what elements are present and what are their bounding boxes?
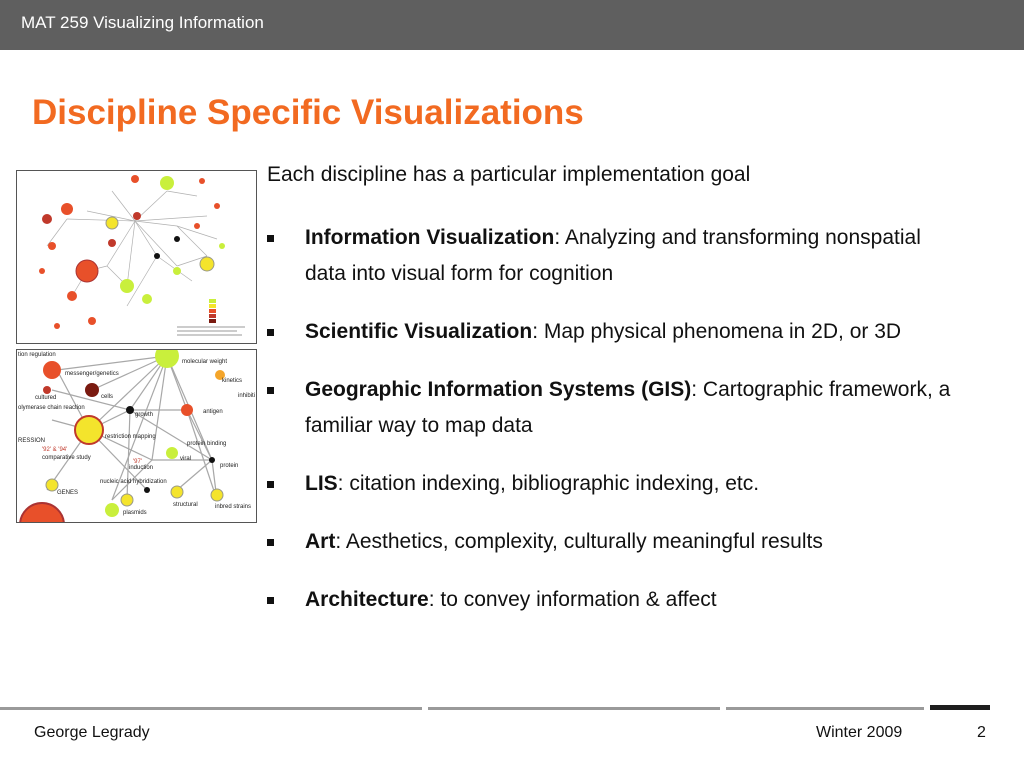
node-label: induction	[129, 465, 154, 471]
node-label: restriction mapping	[105, 434, 156, 440]
network-zoom-image	[16, 349, 257, 523]
bullet-text: : Cartographic framework, a familiar way to map data	[305, 378, 951, 437]
node-label: growth	[135, 412, 154, 418]
node-label: protein	[220, 463, 239, 469]
node-label: kinetics	[222, 378, 243, 384]
node-label: inbred strains	[215, 504, 252, 510]
node-label: inhibiti	[238, 393, 256, 399]
square-bullet-icon	[267, 597, 274, 604]
bullet-item	[267, 314, 967, 350]
square-bullet-icon	[267, 235, 274, 242]
bullet-item	[267, 372, 967, 444]
bullet-item	[267, 582, 967, 618]
bullet-term: Geographic Information Systems (GIS)	[305, 378, 692, 401]
bullet-list	[267, 220, 967, 640]
bullet-term: Information Visualization	[305, 226, 555, 249]
node-label: '97'	[133, 459, 142, 465]
node-label: structural	[173, 502, 198, 508]
slide-title: Discipline Specific Visualizations	[32, 93, 584, 132]
footer-term: Winter 2009	[816, 724, 903, 741]
square-bullet-icon	[267, 539, 274, 546]
node-label: antigen	[203, 409, 223, 415]
bullet-text: : citation indexing, bibliographic indexing, etc.	[337, 472, 760, 495]
node-label: cultured	[35, 395, 57, 401]
bullet-item	[267, 466, 967, 502]
node-label: cells	[101, 394, 114, 400]
bullet-item	[267, 524, 967, 560]
bullet-text: : to convey information & affect	[428, 588, 717, 611]
bullet-text: : Map physical phenomena in 2D, or 3D	[532, 320, 902, 343]
intro-text: Each discipline has a particular implementation goal	[267, 163, 751, 186]
network-overview-image	[16, 170, 257, 344]
bullet-term: Scientific Visualization	[305, 320, 533, 343]
node-label: olymerase chain reaction	[18, 405, 85, 411]
node-label: viral	[180, 456, 192, 462]
bullet-text: : Analyzing and transforming nonspatial data into visual form for cognition	[305, 226, 921, 285]
node-label: messenger/genetics	[65, 371, 119, 377]
bullet-term: Art	[305, 530, 336, 553]
node-label: RESSION	[18, 438, 46, 444]
node-label: protein binding	[187, 441, 227, 447]
node-label: molecular weight	[182, 359, 228, 365]
node-label: GENES	[57, 490, 79, 496]
node-label: comparative study	[42, 455, 91, 461]
footer-divider	[0, 705, 1024, 711]
node-label: tion regulation	[18, 352, 56, 358]
bullet-item	[267, 220, 967, 292]
footer-rule	[428, 707, 720, 710]
node-label: nucleic acid hybridization	[100, 479, 167, 485]
bullet-text: : Aesthetics, complexity, culturally meaningful results	[335, 530, 823, 553]
square-bullet-icon	[267, 329, 274, 336]
node-label: '92' & '94'	[42, 447, 68, 453]
footer-author: George Legrady	[34, 724, 150, 741]
footer-rule	[726, 707, 924, 710]
node-label: plasmids	[123, 510, 147, 516]
page-number: 2	[977, 724, 986, 741]
footer-rule	[0, 707, 422, 710]
bullet-term: Architecture	[305, 588, 429, 611]
course-title: MAT 259 Visualizing Information	[21, 13, 264, 32]
square-bullet-icon	[267, 481, 274, 488]
square-bullet-icon	[267, 387, 274, 394]
bullet-term: LIS	[305, 472, 338, 495]
footer-rule-accent	[930, 705, 990, 710]
header-bar	[0, 0, 1024, 50]
